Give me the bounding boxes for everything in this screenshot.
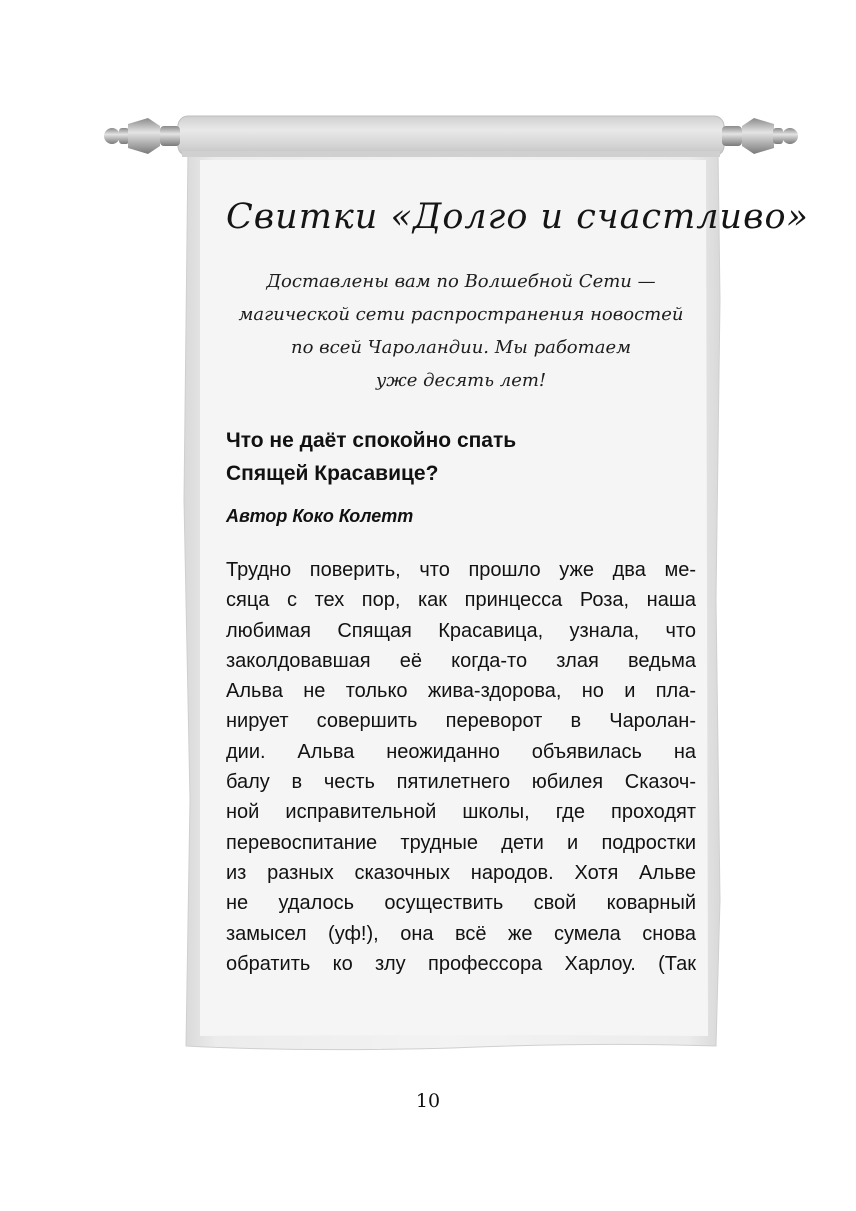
- body-line: Трудно поверить, что прошло уже два ме-: [226, 559, 696, 581]
- headline-line: Спящей Красавице?: [226, 462, 439, 485]
- body-line: балу в честь пятилетнего юбилея Сказоч-: [226, 771, 696, 794]
- page-number: 10: [415, 1090, 441, 1112]
- body-line: ной исправительной школы, где проходят: [226, 801, 696, 824]
- intro-line: Доставлены вам по Волшебной Сети —: [266, 271, 656, 292]
- scroll-knob-right: [722, 118, 798, 154]
- masthead-title: Свитки «Долго и счастливо»: [226, 197, 809, 237]
- article-byline: Автор Коко Колетт: [226, 506, 414, 526]
- body-line: обратить ко злу профессора Харлоу. (Так: [226, 952, 696, 975]
- body-line: заколдовавшая её когда-то злая ведьма: [226, 649, 696, 672]
- intro-line: уже десять лет!: [375, 370, 547, 391]
- body-line: не удалось осуществить свой коварный: [226, 892, 696, 915]
- body-line: сяца с тех пор, как принцесса Роза, наша: [226, 589, 696, 612]
- article-headline: [226, 424, 696, 490]
- scroll-knob-left: [104, 118, 180, 154]
- body-line: замысел (уф!), она всё же сумела снова: [226, 922, 696, 945]
- scroll-roll: [178, 116, 724, 156]
- headline-line: Что не даёт спокойно спать: [226, 429, 517, 452]
- intro-line: по всей Чароландии. Мы работаем: [290, 337, 632, 358]
- body-line: Альва не только жива-здорова, но и пла-: [226, 680, 696, 703]
- body-line: перевоспитание трудные дети и подростки: [226, 831, 696, 854]
- intro-line: магической сети распространения новостей: [238, 304, 684, 325]
- body-line: из разных сказочных народов. Хотя Альве: [226, 861, 696, 884]
- intro-paragraph: [226, 265, 696, 397]
- body-line: любимая Спящая Красавица, узнала, что: [226, 619, 696, 642]
- article-body: [226, 555, 696, 979]
- body-line: дии. Альва неожиданно объявилась на: [226, 740, 696, 763]
- body-line: нирует совершить переворот в Чаролан-: [226, 710, 696, 733]
